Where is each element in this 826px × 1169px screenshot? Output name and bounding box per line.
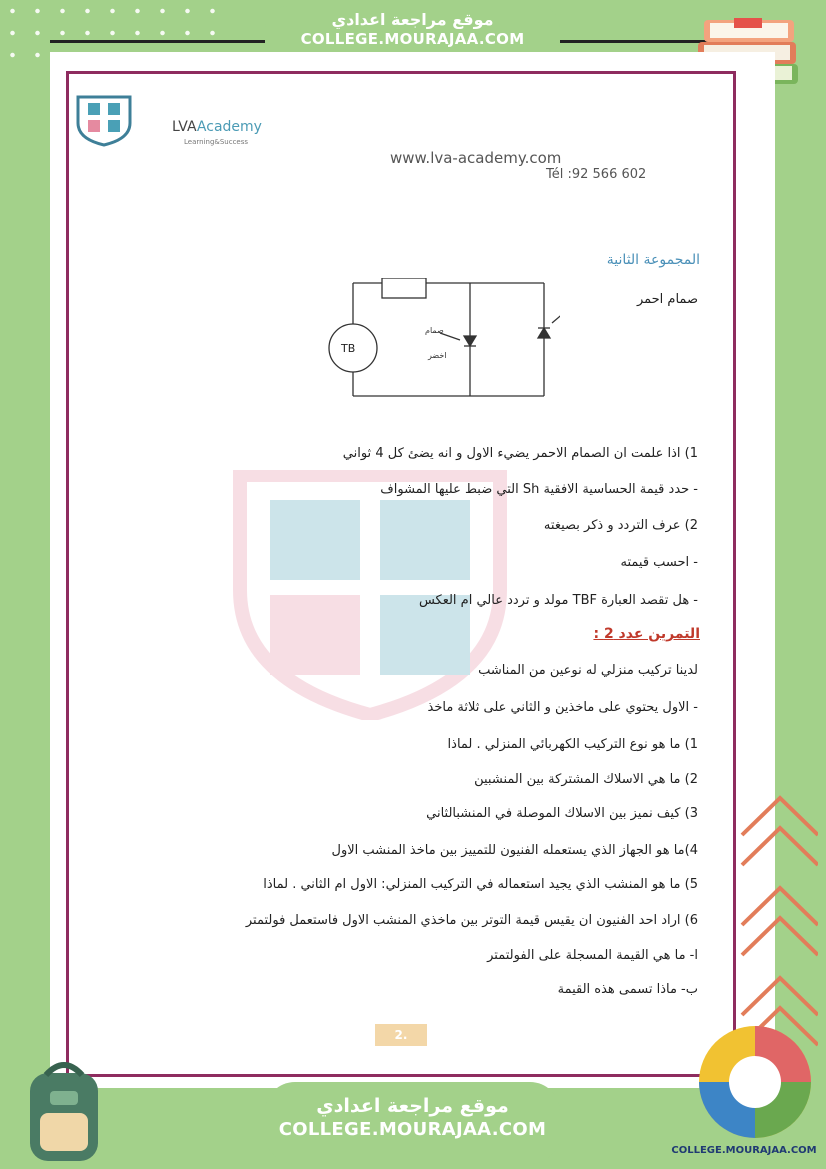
exercise-line: 5) ما هو المنشب الذي يجيد استعماله في التركيب المنزلي: الاول ام الثاني . لماذا — [263, 877, 698, 892]
green-led-label-2: اخضر — [428, 351, 447, 360]
exercise-line: لدينا تركيب منزلي له نوعين من المناشب — [478, 663, 698, 678]
generator-label: TB — [341, 342, 356, 355]
exercise-line: 1) ما هو نوع التركيب الكهربائي المنزلي . لماذا — [447, 737, 698, 752]
exercise-line: 2) ما هي الاسلاك المشتركة بين المنشبين — [474, 772, 698, 787]
question-line: 2) عرف التردد و ذكر بصيغته — [543, 518, 698, 533]
academy-tagline: Learning&Success — [184, 138, 249, 146]
exercise-title: التمرين عدد 2 : — [593, 626, 700, 642]
brand-footer: COLLEGE.MOURAJAA.COM — [671, 1145, 817, 1156]
academy-name: LVAAcademy — [172, 119, 262, 135]
question-line: - حدد قيمة الحساسية الافقية Sh التي ضبط عليها المشواف — [380, 482, 698, 497]
header-divider-right — [560, 40, 710, 43]
footer-banner[interactable] — [265, 1082, 560, 1164]
group-title: المجموعة الثانية — [606, 252, 700, 268]
academy-website[interactable]: www.lva-academy.com — [390, 149, 562, 167]
exercise-line: 3) كيف نميز بين الاسلاك الموصلة في المنشبالثاني — [426, 806, 698, 821]
academy-phone: Tél :92 566 602 — [546, 167, 647, 182]
exercise-line: 4)ما هو الجهاز الذي يستعمله الفنيون للتمييز بين ماخذ المنشب الاول — [331, 843, 698, 858]
header-site-link[interactable]: COLLEGE.MOURAJAA.COM — [300, 30, 525, 48]
header-divider-left — [50, 40, 265, 43]
backpack-icon — [16, 1055, 112, 1165]
footer-arabic-title: موقع مراجعة اعدادي — [316, 1095, 509, 1117]
page-number: 2. — [375, 1024, 427, 1046]
exercise-line: ا- ما هي القيمة المسجلة على الفولتمتر — [487, 948, 698, 963]
green-led-label-1: صمام — [425, 326, 444, 335]
question-line: - هل تقصد العبارة TBF مولد و تردد عالي ام العكس — [418, 593, 698, 608]
exercise-line: - الاول يحتوي على ماخذين و الثاني على ثلاثة ماخذ — [427, 700, 698, 715]
red-led-label: صمام احمر — [636, 292, 698, 307]
circuit-diagram — [320, 278, 560, 403]
exercise-line: ب- ماذا تسمى هذه القيمة — [557, 982, 698, 997]
question-line: 1) اذا علمت ان الصمام الاحمر يضيء الاول و انه يضئ كل 4 ثواني — [342, 446, 698, 461]
lva-academy-logo — [74, 93, 134, 147]
chevrons-decoration — [732, 790, 818, 1050]
footer-site-link[interactable]: COLLEGE.MOURAJAA.COM — [278, 1119, 547, 1140]
header-arabic-title: موقع مراجعة اعدادي — [331, 10, 494, 29]
subjects-wheel-icon — [695, 1022, 815, 1142]
exercise-line: 6) اراد احد الفنيون ان يقيس قيمة التوتر بين ماخذي المنشب الاول فاستعمل فولتمتر — [245, 913, 698, 928]
question-line: - احسب قيمته — [620, 555, 698, 570]
decorative-dots — [0, 0, 230, 60]
